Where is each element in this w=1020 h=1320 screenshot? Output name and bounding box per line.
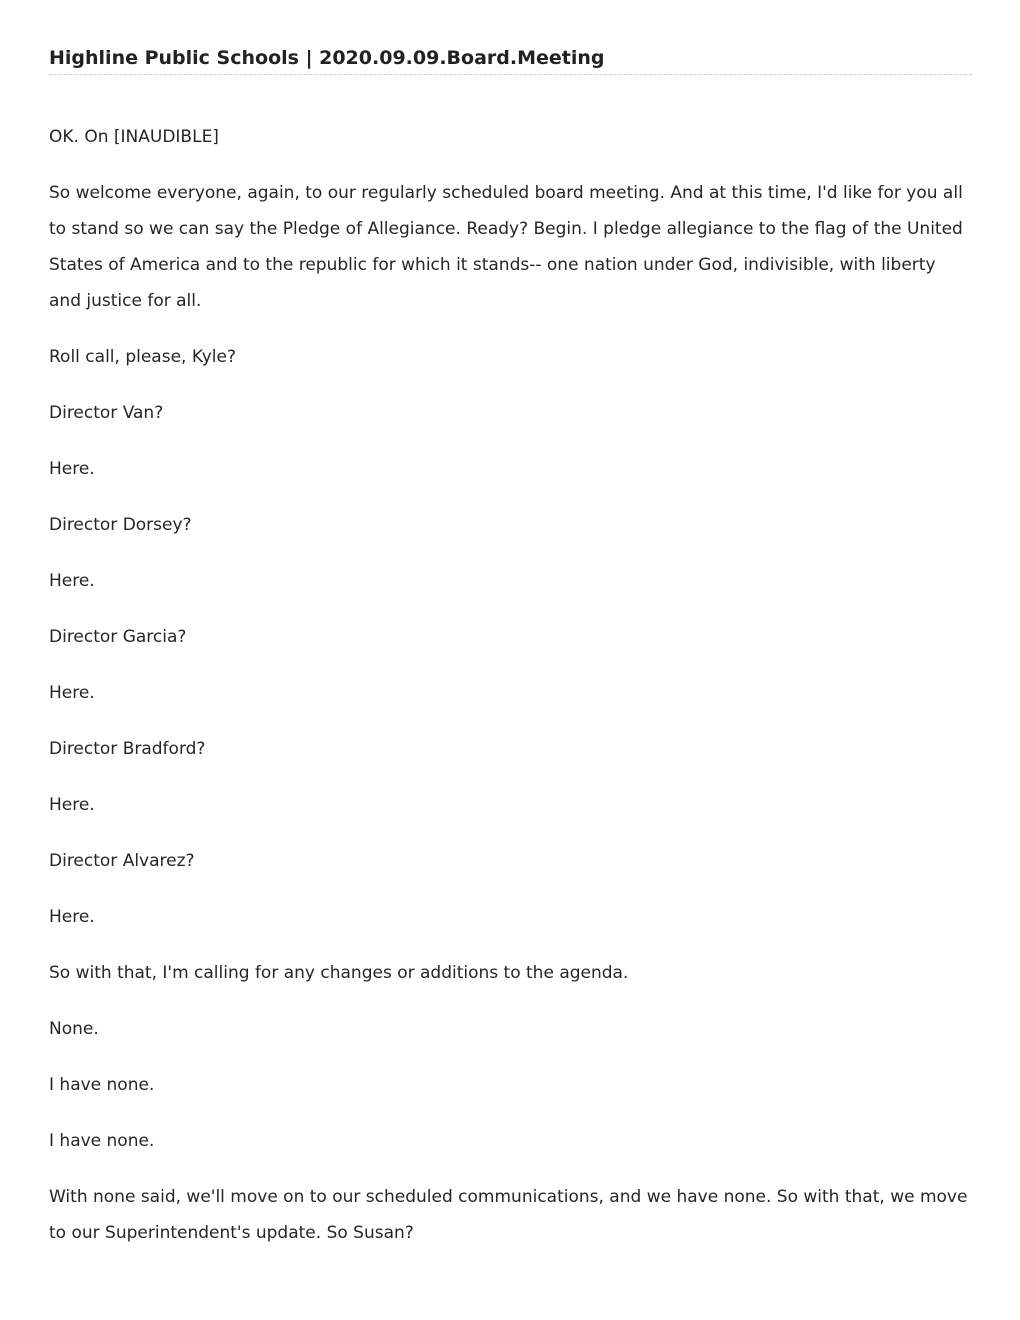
transcript-paragraph: Director Dorsey? bbox=[49, 515, 192, 535]
transcript-paragraph: Here. bbox=[49, 795, 95, 815]
transcript-paragraph: I have none. bbox=[49, 1075, 155, 1095]
transcript-paragraph: Director Van? bbox=[49, 403, 164, 423]
transcript-paragraph: OK. On [INAUDIBLE] bbox=[49, 127, 219, 147]
transcript-paragraph: So welcome everyone, again, to our regularly scheduled board meeting. And at this time, I'd like for you all to stand so we can say the Pledge of Allegiance. Ready? Begin. I pledge allegiance to the flag of the United States of America and to the republic for which it stands-- one nation under God, indivisible, with liberty and justice for all. bbox=[49, 183, 963, 311]
transcript-paragraph: I have none. bbox=[49, 1131, 155, 1151]
transcript-paragraph: So with that, I'm calling for any changes or additions to the agenda. bbox=[49, 963, 629, 983]
transcript-body bbox=[49, 119, 972, 1251]
transcript-paragraph: Here. bbox=[49, 459, 95, 479]
transcript-paragraph: Here. bbox=[49, 683, 95, 703]
transcript-paragraph: Roll call, please, Kyle? bbox=[49, 347, 237, 367]
transcript-paragraph: Director Bradford? bbox=[49, 739, 206, 759]
document-page bbox=[49, 44, 972, 1271]
transcript-paragraph: Director Garcia? bbox=[49, 627, 187, 647]
transcript-paragraph: Here. bbox=[49, 907, 95, 927]
transcript-paragraph: Here. bbox=[49, 571, 95, 591]
transcript-paragraph: Director Alvarez? bbox=[49, 851, 195, 871]
transcript-paragraph: With none said, we'll move on to our scheduled communications, and we have none. So with that, we move to our Superintendent's update. So Susan? bbox=[49, 1187, 968, 1243]
document-header: Highline Public Schools | 2020.09.09.Board.Meeting bbox=[49, 44, 972, 75]
transcript-paragraph: None. bbox=[49, 1019, 99, 1039]
